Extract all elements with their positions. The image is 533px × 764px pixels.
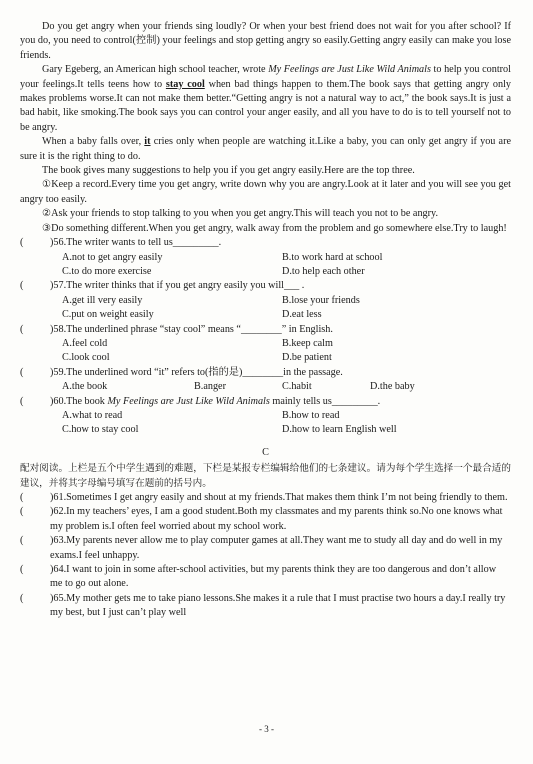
suggestion-1: ①Keep a record.Every time you get angry, write down why you are angry.Look at it later and you will see you get angry too easily. bbox=[20, 179, 511, 205]
option-a: A.get ill very easily bbox=[62, 294, 143, 306]
option-c: C.to do more exercise bbox=[62, 265, 152, 277]
suggestion-2: ②Ask your friends to stop talking to you when you get angry.This will teach you not to be angry. bbox=[42, 208, 439, 220]
question-59: ( )59.The underlined word “it” refers to(指的是)________in the passage. bbox=[20, 366, 511, 380]
suggestion-3: ③Do something different.When you get angry, walk away from the problem and go somewhere else.Try to laugh! bbox=[42, 222, 507, 234]
option-d: D.how to learn English well bbox=[282, 424, 397, 436]
option-b: B.how to read bbox=[282, 409, 340, 421]
section-c-instructions: 配对阅读。上栏是五个中学生遇到的难题，下栏是某报专栏编辑给他们的七条建议。请为每个学生选择一个最合适的建议，并将其字母编号填写在题前的括号内。 bbox=[20, 463, 511, 489]
option-a: A.feel cold bbox=[62, 337, 108, 349]
question-57-options-row-1 bbox=[20, 294, 511, 308]
passage-paragraph-1: Do you get angry when your friends sing loudly? Or when your best friend does not wait for you after school? If you do, you need to control(控制) your feelings and stop getting angry so easily.Getting angry easily can make you lose friends. bbox=[20, 21, 511, 61]
question-57-options-row-2 bbox=[20, 308, 511, 322]
answer-bracket[interactable]: ( bbox=[20, 564, 24, 576]
option-d: D.to help each other bbox=[282, 265, 365, 277]
question-57: ( )57.The writer thinks that if you get angry easily you will___ . bbox=[20, 279, 511, 293]
option-d: D.eat less bbox=[282, 309, 322, 321]
answer-bracket[interactable]: ( bbox=[20, 535, 24, 547]
answer-bracket[interactable]: ( bbox=[20, 323, 24, 335]
question-56-options-row-2 bbox=[20, 265, 511, 279]
answer-bracket[interactable]: ( bbox=[20, 592, 24, 604]
option-c: C.habit bbox=[282, 381, 312, 393]
question-63: ( )63.My parents never allow me to play computer games at all.They want me to study all day and do well in my exams.I feel unhappy. bbox=[20, 534, 511, 563]
option-c: C.look cool bbox=[62, 352, 110, 364]
answer-bracket[interactable]: ( bbox=[20, 237, 24, 249]
option-a: A.what to read bbox=[62, 409, 123, 421]
option-b: B.lose your friends bbox=[282, 294, 360, 306]
question-62: ( )62.In my teachers’ eyes, I am a good student.Both my classmates and my parents think so.No one knows what my problem is.I often feel worried about my school work. bbox=[20, 505, 511, 534]
answer-bracket[interactable]: ( bbox=[20, 492, 24, 503]
question-60-options-row-2 bbox=[20, 423, 511, 437]
option-c: C.put on weight easily bbox=[62, 309, 154, 321]
question-58-options-row-2 bbox=[20, 351, 511, 365]
option-a: A.not to get angry easily bbox=[62, 251, 163, 263]
underlined-word-it: it bbox=[144, 136, 151, 148]
question-56-options-row-1 bbox=[20, 251, 511, 265]
option-b: B.keep calm bbox=[282, 337, 333, 349]
question-61: ( )61.Sometimes I get angry easily and shout at my friends.That makes them think I’m not being friendly to them. bbox=[20, 491, 511, 505]
question-56: ( )56.The writer wants to tell us_________. bbox=[20, 236, 511, 250]
question-60: ( )60.The book My Feelings are Just Like Wild Animals mainly tells us_________. bbox=[20, 395, 511, 409]
question-58-options-row-1 bbox=[20, 337, 511, 351]
option-a: A.the book bbox=[62, 381, 108, 393]
option-c: C.how to stay cool bbox=[62, 424, 139, 436]
question-64: ( )64.I want to join in some after-school activities, but my parents think they are too dangerous and don’t allow me to go out alone. bbox=[20, 563, 511, 592]
passage-paragraph-3: When a baby falls over, it cries only when people are watching it.Like a baby, you can only get angry if you are sure it is the right thing to do. bbox=[20, 136, 511, 162]
answer-bracket[interactable]: ( bbox=[20, 280, 24, 292]
book-title: My Feelings are Just Like Wild Animals bbox=[107, 395, 270, 407]
passage-paragraph-2: Gary Egeberg, an American high school teacher, wrote My Feelings are Just Like Wild Animals to help you control your feelings.It tells teens how to stay cool when bad things happen to them.The book says that getting angry only makes problems worse.It can not make them better.“Getting angry is not a natural way to act,” the book says.It is just a bad habit, like smoking.The book says you can control your anger easily, and all you have to do is to tell yourself not to be angry. bbox=[20, 64, 511, 133]
answer-bracket[interactable]: ( bbox=[20, 395, 24, 407]
book-title: My Feelings are Just Like Wild Animals bbox=[268, 64, 431, 76]
passage-paragraph-4: The book gives many suggestions to help you if you get angry easily.Here are the top three. bbox=[42, 165, 415, 177]
question-58: ( )58.The underlined phrase “stay cool” means “________” in English. bbox=[20, 323, 511, 337]
answer-bracket[interactable]: ( bbox=[20, 506, 24, 518]
option-d: D.be patient bbox=[282, 352, 332, 364]
underlined-phrase-stay-cool: stay cool bbox=[165, 78, 205, 90]
question-65: ( )65.My mother gets me to take piano lessons.She makes it a rule that I must practise two hours a day.I really try my best, but I just can’t play well bbox=[20, 592, 511, 621]
question-60-options-row-1 bbox=[20, 409, 511, 423]
option-b: B.anger bbox=[194, 381, 226, 393]
answer-bracket[interactable]: ( bbox=[20, 366, 24, 378]
section-c-heading: C bbox=[262, 446, 269, 458]
question-59-options bbox=[20, 380, 511, 394]
page-number: - 3 - bbox=[259, 724, 274, 734]
option-b: B.to work hard at school bbox=[282, 251, 383, 263]
option-d: D.the baby bbox=[370, 381, 415, 393]
